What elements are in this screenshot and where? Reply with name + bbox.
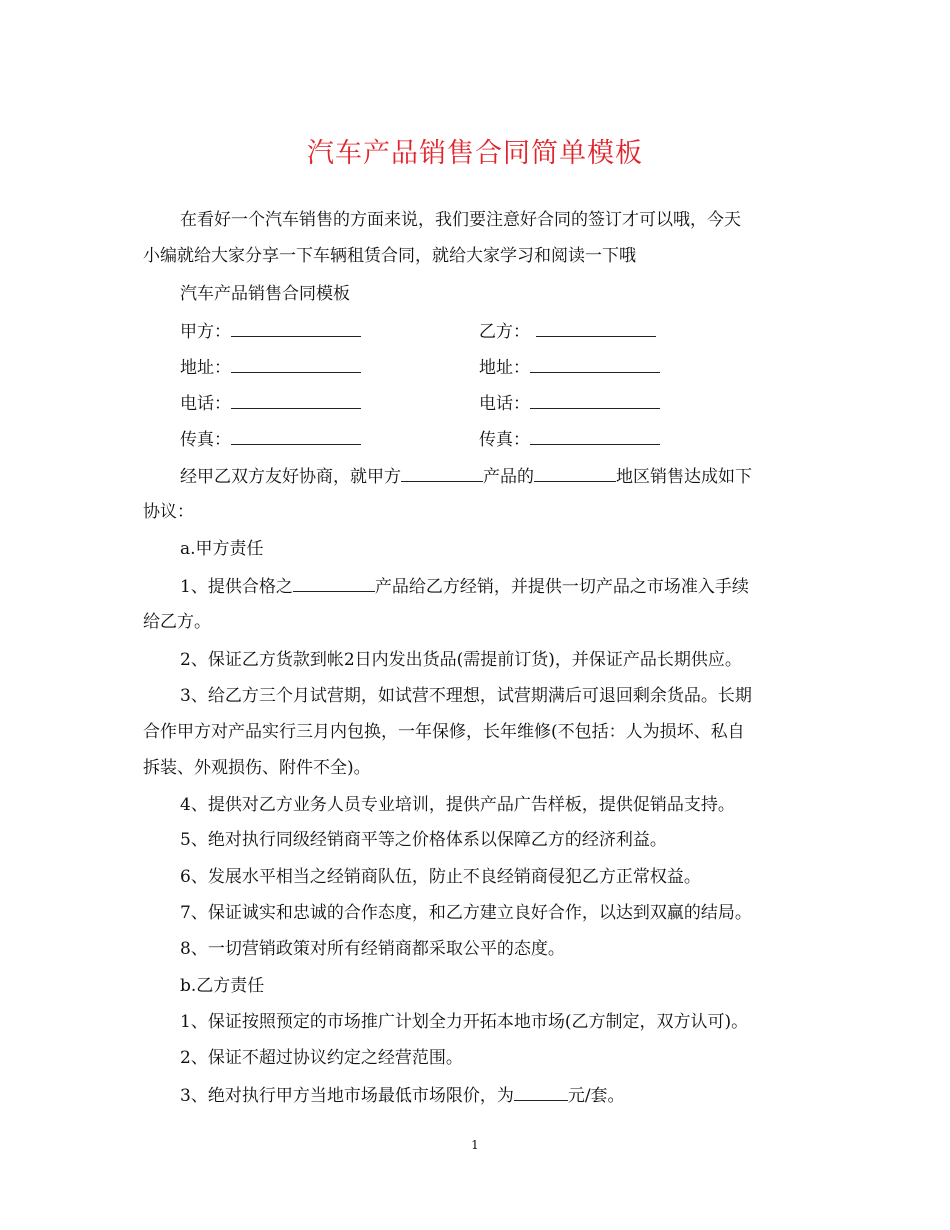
clause-a7: 7、保证诚实和忠诚的合作态度，和乙方建立良好合作，以达到双赢的结局。 bbox=[180, 903, 752, 923]
party-b-fax-label: 传真： bbox=[479, 430, 530, 450]
clause-b3 bbox=[180, 1084, 625, 1107]
party-a-address-label: 地址： bbox=[180, 358, 231, 378]
party-a-blank[interactable] bbox=[231, 320, 361, 337]
clause-b1: 1、保证按照预定的市场推广计划全力开拓本地市场(乙方制定，双方认可)。 bbox=[180, 1012, 749, 1032]
template-subtitle: 汽车产品销售合同模板 bbox=[180, 284, 350, 304]
clause-a3-line-1: 3、给乙方三个月试营期，如试营不理想，试营期满后可退回剩余货品。长期 bbox=[180, 686, 752, 706]
product-blank[interactable] bbox=[401, 465, 483, 482]
clause-a1-text-1: 1、提供合格之 bbox=[180, 577, 293, 597]
clause-b3-text-2: 元/套。 bbox=[567, 1086, 625, 1106]
agreement-line-1 bbox=[180, 465, 752, 488]
section-b-heading: b.乙方责任 bbox=[180, 976, 265, 996]
party-b-phone-label: 电话： bbox=[479, 394, 530, 414]
party-a-fax-field bbox=[180, 428, 361, 451]
clause-a8: 8、一切营销政策对所有经销商都采取公平的态度。 bbox=[180, 939, 565, 959]
party-a-address-blank[interactable] bbox=[231, 356, 361, 373]
clause-a3-line-3: 拆装、外观损伤、附件不全)。 bbox=[143, 758, 371, 778]
clause-b3-text-1: 3、绝对执行甲方当地市场最低市场限价，为 bbox=[180, 1086, 514, 1106]
section-a-heading: a.甲方责任 bbox=[180, 539, 264, 559]
clause-a5: 5、绝对执行同级经销商平等之价格体系以保障乙方的经济利益。 bbox=[180, 830, 667, 850]
party-b-address-blank[interactable] bbox=[530, 356, 660, 373]
party-b-blank[interactable] bbox=[536, 320, 656, 337]
clause-b2: 2、保证不超过协议约定之经营范围。 bbox=[180, 1048, 463, 1068]
agreement-text-1: 经甲乙双方友好协商，就甲方 bbox=[180, 467, 401, 487]
agreement-line-2: 协议： bbox=[143, 502, 194, 522]
intro-line-1: 在看好一个汽车销售的方面来说，我们要注意好合同的签订才可以哦，今天 bbox=[180, 210, 741, 230]
party-a-label: 甲方： bbox=[180, 322, 231, 342]
party-b-field bbox=[479, 320, 656, 343]
qualified-product-blank[interactable] bbox=[293, 575, 375, 592]
clause-a2: 2、保证乙方货款到帐2日内发出货品(需提前订货)，并保证产品长期供应。 bbox=[180, 650, 742, 670]
party-b-address-label: 地址： bbox=[479, 358, 530, 378]
agreement-text-2: 产品的 bbox=[483, 467, 534, 487]
party-a-phone-label: 电话： bbox=[180, 394, 231, 414]
price-blank[interactable] bbox=[514, 1084, 568, 1101]
clause-a1-line-2: 给乙方。 bbox=[143, 612, 211, 632]
party-b-label: 乙方： bbox=[479, 322, 530, 342]
clause-a4: 4、提供对乙方业务人员专业培训，提供产品广告样板，提供促销品支持。 bbox=[180, 795, 735, 815]
intro-line-2: 小编就给大家分享一下车辆租赁合同，就给大家学习和阅读一下哦 bbox=[143, 246, 636, 266]
party-a-phone-field bbox=[180, 392, 361, 415]
agreement-text-3: 地区销售达成如下 bbox=[616, 467, 752, 487]
document-title: 汽车产品销售合同简单模板 bbox=[307, 138, 643, 169]
party-b-fax-field bbox=[479, 428, 660, 451]
party-b-phone-blank[interactable] bbox=[530, 392, 660, 409]
party-a-fax-blank[interactable] bbox=[231, 428, 361, 445]
party-b-fax-blank[interactable] bbox=[530, 428, 660, 445]
party-a-address-field bbox=[180, 356, 361, 379]
page-number: 1 bbox=[471, 1138, 479, 1152]
party-b-address-field bbox=[479, 356, 660, 379]
party-a-field bbox=[180, 320, 361, 343]
party-a-fax-label: 传真： bbox=[180, 430, 231, 450]
region-blank[interactable] bbox=[534, 465, 616, 482]
clause-a6: 6、发展水平相当之经销商队伍，防止不良经销商侵犯乙方正常权益。 bbox=[180, 867, 701, 887]
clause-a1-text-2: 产品给乙方经销，并提供一切产品之市场准入手续 bbox=[374, 577, 749, 597]
clause-a3-line-2: 合作甲方对产品实行三月内包换，一年保修，长年维修(不包括：人为损坏、私自 bbox=[143, 722, 745, 742]
party-a-phone-blank[interactable] bbox=[231, 392, 361, 409]
clause-a1-line-1 bbox=[180, 575, 749, 598]
party-b-phone-field bbox=[479, 392, 660, 415]
